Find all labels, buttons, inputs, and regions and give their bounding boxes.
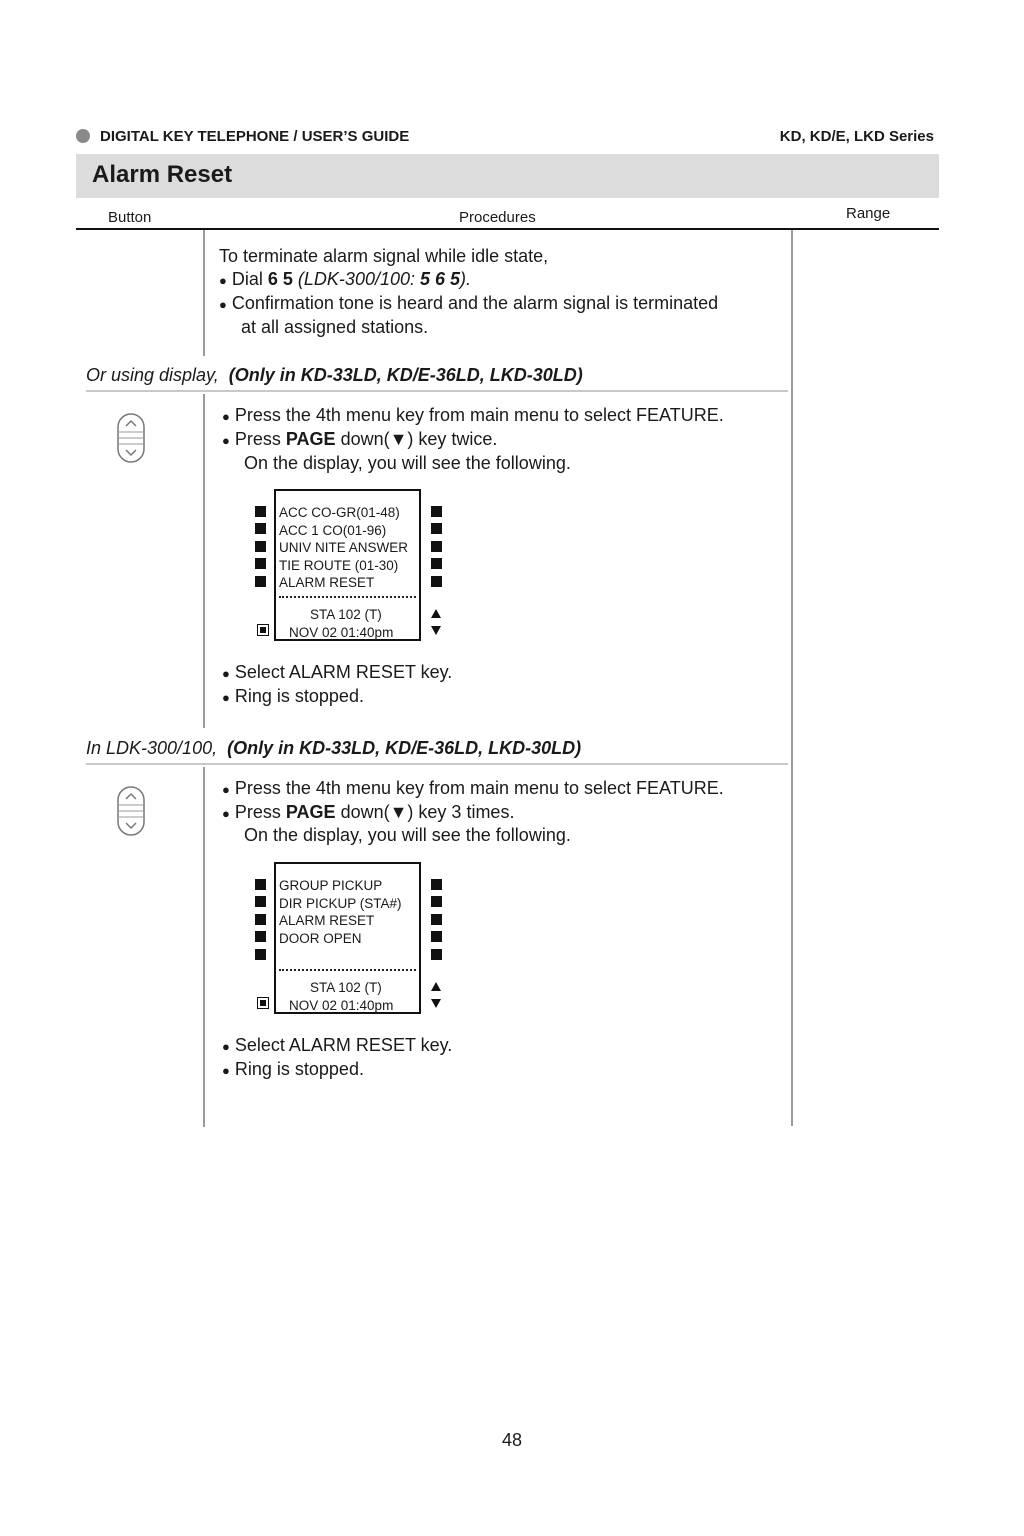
ldk-step-1 xyxy=(222,776,724,802)
lcd-row: DOOR OPEN xyxy=(279,931,362,946)
lcd-status-line-1: STA 102 (T) xyxy=(310,607,382,622)
lcd-row: UNIV NITE ANSWER xyxy=(279,540,409,555)
left-soft-key-icon xyxy=(255,914,266,925)
bullet-icon: ● xyxy=(222,782,230,797)
page-key-label: PAGE xyxy=(285,802,336,822)
bullet-icon: ● xyxy=(219,273,227,288)
step-text: Select ALARM RESET key. xyxy=(234,662,453,682)
lcd-row: GROUP PICKUP xyxy=(279,878,383,893)
dial-alt-prefix: (LDK-300/100: xyxy=(292,269,420,289)
page-number: 48 xyxy=(501,1430,523,1450)
column-header-procedures: Procedures xyxy=(459,209,536,226)
lcd-status-line-2: NOV 02 01:40pm xyxy=(289,625,394,640)
lcd-display xyxy=(274,862,421,1014)
step-text: Ring is stopped. xyxy=(234,1059,364,1079)
display-step-3 xyxy=(222,660,452,686)
status-key-icon xyxy=(257,624,269,636)
column-divider xyxy=(203,767,205,1127)
display-step-2 xyxy=(222,427,497,453)
right-soft-key-icon xyxy=(431,896,442,907)
display-step-4 xyxy=(222,684,364,710)
lcd-row: DIR PICKUP (STA#) xyxy=(279,896,402,911)
ldk-step-4 xyxy=(222,1057,364,1083)
page-key-label: PAGE xyxy=(285,429,336,449)
dial-alt-code: 5 6 5 xyxy=(420,269,461,289)
dial-step xyxy=(219,267,471,293)
page-down-arrow-icon xyxy=(431,626,441,635)
display-step-2-line-2: On the display, you will see the following. xyxy=(244,453,571,473)
bullet-icon: ● xyxy=(222,433,230,448)
left-soft-key-icon xyxy=(255,879,266,890)
confirm-line-2: at all assigned stations. xyxy=(241,317,429,337)
right-soft-key-icon xyxy=(431,506,442,517)
confirm-step xyxy=(219,291,718,317)
right-soft-key-icon xyxy=(431,541,442,552)
page-up-arrow-icon xyxy=(431,609,441,618)
page-up-down-key-icon xyxy=(113,412,149,464)
section-lead: In LDK-300/100, xyxy=(86,738,218,758)
right-soft-key-icon xyxy=(431,576,442,587)
left-soft-key-icon xyxy=(255,506,266,517)
right-soft-key-icon xyxy=(431,914,442,925)
bullet-icon: ● xyxy=(222,1039,230,1054)
section-heading-display xyxy=(86,365,583,386)
section-note: (Only in KD-33LD, KD/E-36LD, LKD-30LD) xyxy=(228,365,583,385)
step-prefix: Press xyxy=(234,802,286,822)
header-series: KD, KD/E, LKD Series xyxy=(779,128,934,145)
header-bullet-icon xyxy=(76,129,90,143)
confirm-line-1: Confirmation tone is heard and the alarm signal is terminated xyxy=(231,293,719,313)
page-up-arrow-icon xyxy=(431,982,441,991)
section-note: (Only in KD-33LD, KD/E-36LD, LKD-30LD) xyxy=(227,738,582,758)
dial-prefix: Dial xyxy=(231,269,268,289)
lcd-row: ALARM RESET xyxy=(279,913,375,928)
lcd-status-line-2: NOV 02 01:40pm xyxy=(289,998,394,1013)
lcd-divider xyxy=(279,969,416,971)
lcd-row: ACC CO-GR(01-48) xyxy=(279,505,400,520)
display-step-1 xyxy=(222,403,724,429)
lcd-row: ACC 1 CO(01-96) xyxy=(279,523,387,538)
right-soft-key-icon xyxy=(431,558,442,569)
lcd-divider xyxy=(279,596,416,598)
section-rule xyxy=(86,390,788,392)
left-soft-key-icon xyxy=(255,949,266,960)
header-guide-title: DIGITAL KEY TELEPHONE / USER’S GUIDE xyxy=(100,128,410,145)
bullet-icon: ● xyxy=(222,666,230,681)
left-soft-key-icon xyxy=(255,541,266,552)
step-prefix: Press xyxy=(234,429,286,449)
lcd-row: TIE ROUTE (01-30) xyxy=(279,558,399,573)
right-soft-key-icon xyxy=(431,949,442,960)
right-soft-key-icon xyxy=(431,879,442,890)
bullet-icon: ● xyxy=(222,806,230,821)
status-key-icon xyxy=(257,997,269,1009)
dial-alt-suffix: ). xyxy=(460,269,472,289)
ldk-step-3 xyxy=(222,1033,452,1059)
left-soft-key-icon xyxy=(255,523,266,534)
lcd-status-line-1: STA 102 (T) xyxy=(310,980,382,995)
ldk-step-2-line-2: On the display, you will see the following. xyxy=(244,825,571,845)
left-soft-key-icon xyxy=(255,558,266,569)
step-text: Select ALARM RESET key. xyxy=(234,1035,453,1055)
bullet-icon: ● xyxy=(222,409,230,424)
column-divider xyxy=(203,230,205,356)
section-rule xyxy=(86,763,788,765)
column-divider xyxy=(203,394,205,728)
step-text: Press the 4th menu key from main menu to select FEATURE. xyxy=(234,405,724,425)
dial-code: 6 5 xyxy=(267,269,293,289)
column-header-range: Range xyxy=(846,205,891,222)
lcd-display xyxy=(274,489,421,641)
column-header-button: Button xyxy=(108,209,152,226)
page-title: Alarm Reset xyxy=(92,161,233,188)
right-soft-key-icon xyxy=(431,931,442,942)
bullet-icon: ● xyxy=(222,690,230,705)
page-up-down-key-icon xyxy=(113,785,149,837)
step-suffix: down(▼) key 3 times. xyxy=(335,802,515,822)
section-heading-ldk xyxy=(86,738,581,759)
bullet-icon: ● xyxy=(219,297,227,312)
header-rule xyxy=(76,228,939,230)
bullet-icon: ● xyxy=(222,1063,230,1078)
intro-text: To terminate alarm signal while idle state, xyxy=(219,246,549,266)
left-soft-key-icon xyxy=(255,931,266,942)
step-suffix: down(▼) key twice. xyxy=(335,429,498,449)
step-text: Ring is stopped. xyxy=(234,686,364,706)
range-column-divider xyxy=(791,230,793,1126)
left-soft-key-icon xyxy=(255,896,266,907)
step-text: Press the 4th menu key from main menu to select FEATURE. xyxy=(234,778,724,798)
page-down-arrow-icon xyxy=(431,999,441,1008)
lcd-row: ALARM RESET xyxy=(279,575,375,590)
left-soft-key-icon xyxy=(255,576,266,587)
section-lead: Or using display, xyxy=(86,365,219,385)
right-soft-key-icon xyxy=(431,523,442,534)
